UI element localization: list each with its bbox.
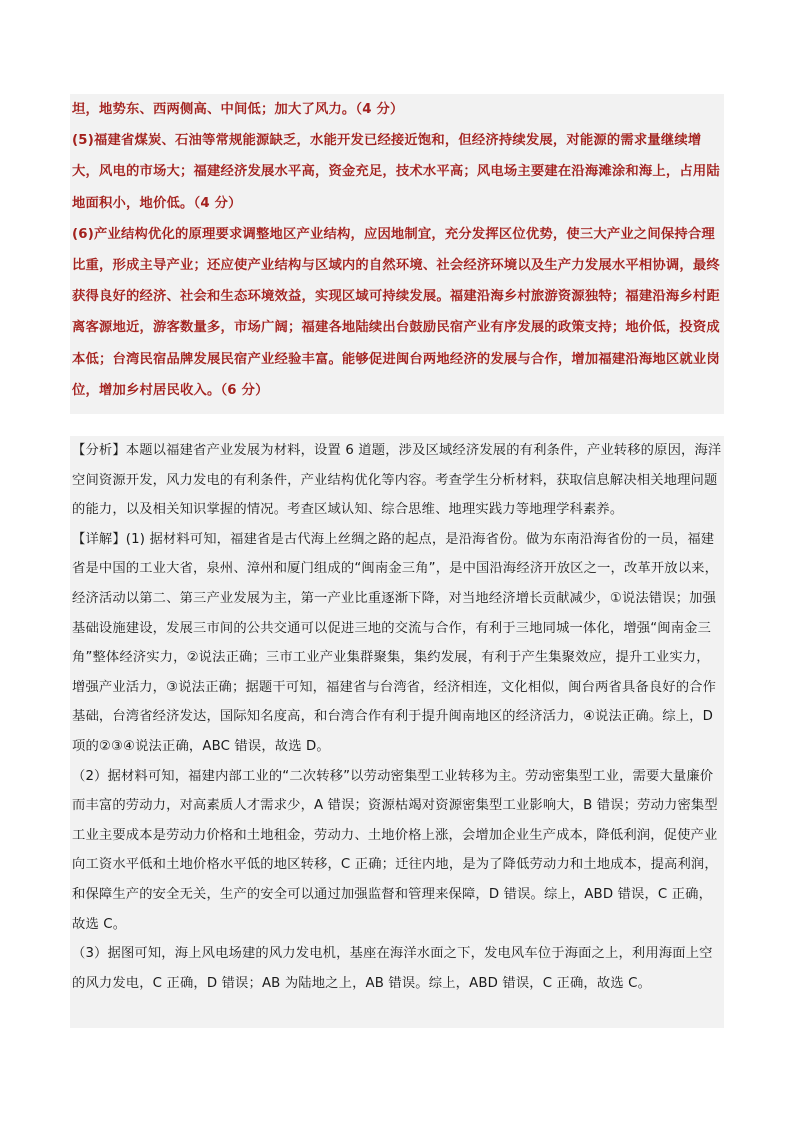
detail-q2: （2）据材料可知，福建内部工业的“二次转移”以劳动密集型工业转移为主。劳动密集型工业，需要大量廉价而丰富的劳动力，对高素质人才需求少，A 错误；资源枯竭对资源密集型工业影响大，B 错误；劳动力密集型工业主要成本是劳动力价格和土地租金，劳动力、土地价格上涨，会增加企业生产成本，降低利润，促使产业向工资水平低和土地价格水平低的地区转移，C 正确；迁往内地，是为了降低劳动力和土地成本，提高利润，和保障生产的安全无关，生产的安全可以通过加强监督和管理来保障，D 错误。综上，ABD 错误，C 正确，故选 C。: [72, 768, 718, 932]
analysis-paragraph: 【分析】本题以福建省产业发展为材料，设置 6 道题，涉及区域经济发展的有利条件，产业转移的原因，海洋空间资源开发，风力发电的有利条件，产业结构优化等内容。考查学生分析材料，获取信息解决相关地理问题的能力，以及相关知识掌握的情况。考查区域认知、综合思维、地理实践力等地理学科素养。: [72, 443, 722, 518]
answer-section: [70, 94, 724, 414]
answer-q5: (5)福建省煤炭、石油等常规能源缺乏，水能开发已经接近饱和，但经济持续发展，对能源的需求量继续增大，风电的市场大；福建经济发展水平高，资金充足，技术水平高；风电场主要建在沿海滩涂和海上，占用陆地面积小，地价低。（4 分）: [72, 133, 720, 211]
answer-q4-tail: 坦，地势东、西两侧高、中间低；加大了风力。（4 分）: [72, 102, 404, 117]
detail-q1: 【详解】(1) 据材料可知，福建省是古代海上丝绸之路的起点，是沿海省份。做为东南沿海省份的一员，福建省是中国的工业大省，泉州、漳州和厦门组成的“闽南金三角”，是中国沿海经济开放区之一，改革开放以来，经济活动以第二、第三产业发展为主，第一产业比重逐渐下降，对当地经济增长贡献减少，①说法错误；加强基础设施建设，发展三市间的公共交通可以促进三地的交流与合作，有利于三地同城一体化，增强“闽南金三角”整体经济实力，②说法正确；三市工业产业集群聚集，集约发展，有利于产生集聚效应，提升工业实力，增强产业活力，③说法正确；据题干可知，福建省与台湾省，经济相连，文化相似，闽台两省具备良好的合作基础，台湾省经济发达，国际知名度高，和台湾合作有利于提升闽南地区的经济活力，④说法正确。综上，D 项的②③④说法正确，ABC 错误，故选 D。: [72, 531, 719, 754]
analysis-section: [70, 436, 724, 1028]
answer-q6: (6)产业结构优化的原理要求调整地区产业结构，应因地制宜，充分发挥区位优势，使三大产业之间保持合理比重，形成主导产业；还应使产业结构与区域内的自然环境、社会经济环境以及生产力发展水平相协调，最终获得良好的经济、社会和生态环境效益，实现区域可持续发展。福建沿海乡村旅游资源独特；福建沿海乡村距离客源地近，游客数量多，市场广阔；福建各地陆续出台鼓励民宿产业有序发展的政策支持；地价低，投资成本低；台湾民宿品牌发展民宿产业经验丰富。能够促进闽台两地经济的发展与合作，增加福建沿海地区就业岗位，增加乡村居民收入。（6 分）: [72, 226, 720, 398]
detail-q3: （3）据图可知，海上风电场建的风力发电机，基座在海洋水面之下，发电风车位于海面之上，利用海面上空的风力发电，C 正确，D 错误；AB 为陆地之上，AB 错误。综上，ABD 错误，C 正确，故选 C。: [72, 946, 713, 991]
